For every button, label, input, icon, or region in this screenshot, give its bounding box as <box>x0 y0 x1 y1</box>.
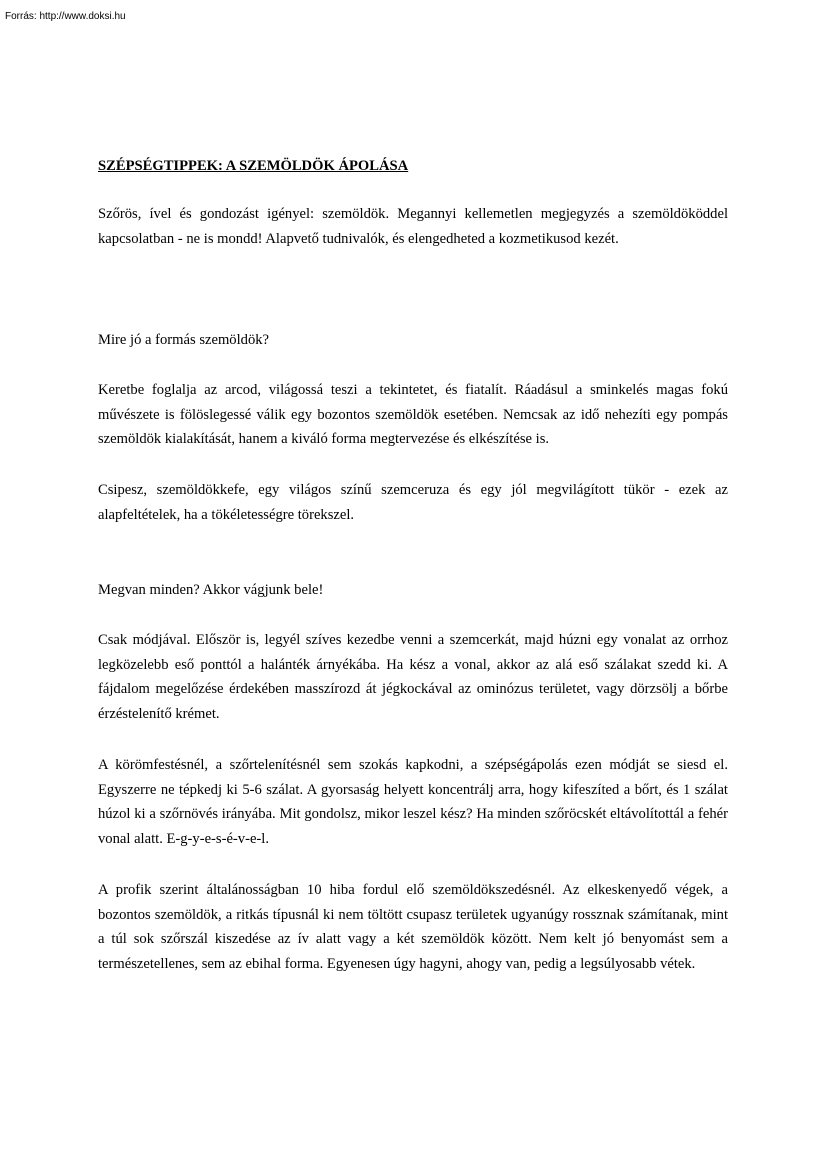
paragraph-5: A profik szerint általánosságban 10 hiba fordul elő szemöldökszedésnél. Az elkeskenyedő végek, a bozontos szemöldök, a ritkás típusnál ki nem töltött csupasz területek ugyanúgy rossznak számítanak, mint a túl sok szőrszál kiszedése az ív alatt vagy a két szemöldök között. Nem kelt jó benyomást sem a természetellenes, sem az ebihal forma. Egyenesen úgy hagyni, ahogy van, pedig a legsúlyosabb vétek. <box>98 882 728 972</box>
source-line: Forrás: http://www.doksi.hu <box>5 11 126 22</box>
paragraph-1: Keretbe foglalja az arcod, világossá teszi a tekintetet, és fiatalít. Ráadásul a sminkelés magas fokú művészete is fölöslegessé válik egy bozontos szemöldök esetében. Nemcsak az idő nehezíti egy pompás szemöldök kialakítását, hanem a kiváló forma megtervezése és elkészítése is. <box>98 382 728 447</box>
section-heading-1: Mire jó a formás szemöldök? <box>98 332 270 348</box>
intro-paragraph: Szőrös, ível és gondozást igényel: szemöldök. Megannyi kellemetlen megjegyzés a szemöldököddel kapcsolatban - ne is mondd! Alapvető tudnivalók, és elengedheted a kozmetikusod kezét. <box>98 206 728 247</box>
paragraph-4: A körömfestésnél, a szőrtelenítésnél sem szokás kapkodni, a szépségápolás ezen módját se siesd el. Egyszerre ne tépkedj ki 5-6 szálat. A gyorsaság helyett koncentrálj arra, hogy kifeszíted a bőrt, és 1 szálat húzol ki a szőrnövés irányába. Mit gondolsz, mikor leszel kész? Ha minden szőröcskét eltávolítottál a fehér vonal alatt. E-g-y-e-s-é-v-e-l. <box>98 757 728 847</box>
section-heading-2: Megvan minden? Akkor vágjunk bele! <box>98 582 324 598</box>
page-title: SZÉPSÉGTIPPEK: A SZEMÖLDÖK ÁPOLÁSA <box>98 158 409 174</box>
paragraph-2: Csipesz, szemöldökkefe, egy világos színű szemceruza és egy jól megvilágított tükör - ezek az alapfeltételek, ha a tökéletességre törekszel. <box>98 482 728 523</box>
paragraph-3: Csak módjával. Először is, legyél szíves kezedbe venni a szemcerkát, majd húzni egy vonalat az orrhoz legközelebb eső ponttól a halánték árnyékába. Ha kész a vonal, akkor az alá eső szálakat szedd ki. A fájdalom megelőzése érdekében masszírozd át jégkockával az ominózus területet, vagy dörzsölj a bőrbe érzéstelenítő krémet. <box>98 632 728 722</box>
document-page <box>98 154 728 972</box>
